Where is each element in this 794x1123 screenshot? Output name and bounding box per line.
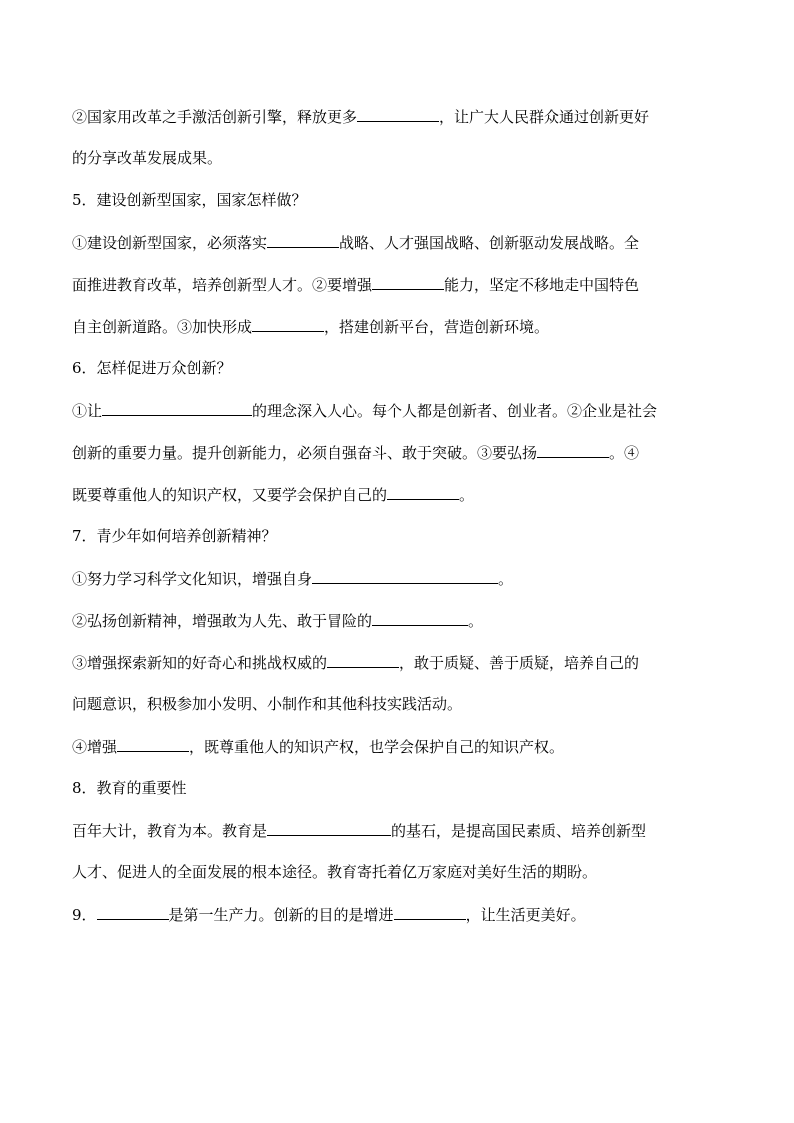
text-segment: ，搭建创新平台，营造创新环境。: [324, 318, 550, 336]
text-segment: ，敢于质疑、善于质疑，培养自己的: [399, 654, 640, 672]
text-segment: ③增强探索新知的好奇心和挑战权威的: [72, 654, 328, 672]
fill-in-blank[interactable]: [117, 736, 189, 752]
fill-in-blank[interactable]: [394, 904, 466, 920]
text-line: [72, 400, 657, 421]
text-segment: 。④: [609, 444, 640, 462]
text-segment: 5．建设创新型国家，国家怎样做？: [72, 191, 307, 209]
fill-in-blank[interactable]: [372, 610, 468, 626]
fill-in-blank[interactable]: [387, 484, 459, 500]
text-segment: 创新的重要力量。提升创新能力，必须自强奋斗、敢于突破。③要弘扬: [72, 444, 538, 462]
text-segment: ②国家用改革之手激活创新引擎，释放更多: [72, 108, 358, 126]
text-segment: 能力，坚定不移地走中国特色: [444, 276, 640, 294]
text-segment: 问题意识，积极参加小发明、小制作和其他科技实践活动。: [72, 695, 463, 713]
fill-in-blank[interactable]: [357, 106, 439, 122]
text-line: [72, 232, 639, 253]
text-line: [72, 316, 549, 337]
text-segment: 的理念深入人心。每个人都是创新者、创业者。②企业是社会: [252, 402, 658, 420]
question-heading: [72, 778, 187, 798]
text-segment: ①努力学习科学文化知识，增强自身: [72, 570, 313, 588]
fill-in-blank[interactable]: [327, 652, 399, 668]
text-segment: 。: [468, 612, 484, 630]
text-line: [72, 106, 649, 127]
fill-in-blank[interactable]: [312, 568, 498, 584]
text-segment: 百年大计，教育为本。教育是: [72, 822, 268, 840]
question-heading: [72, 358, 232, 378]
fill-in-blank[interactable]: [102, 400, 252, 416]
question-heading: [72, 526, 277, 546]
text-line: [72, 484, 474, 505]
text-line: [72, 610, 483, 631]
text-segment: 。: [498, 570, 514, 588]
text-segment: ①让: [72, 402, 103, 420]
text-line: [72, 442, 639, 463]
text-line: [72, 568, 513, 589]
text-segment: 6．怎样促进万众创新？: [72, 359, 232, 377]
text-line: [72, 694, 462, 714]
text-segment: 战略、人才强国战略、创新驱动发展战略。全: [339, 234, 640, 252]
text-line: [72, 862, 597, 882]
text-segment: 面推进教育改革，培养创新型人才。②要增强: [72, 276, 373, 294]
text-segment: 的分享改革发展成果。: [72, 149, 223, 167]
text-segment: ，既尊重他人的知识产权，也学会保护自己的知识产权。: [189, 738, 565, 756]
text-segment: ，让生活更美好。: [465, 906, 586, 924]
question-heading: [72, 190, 307, 210]
text-segment: 是第一生产力。创新的目的是增进: [168, 906, 394, 924]
text-segment: 自主创新道路。③加快形成: [72, 318, 253, 336]
fill-in-blank[interactable]: [267, 820, 391, 836]
text-line: [72, 652, 639, 673]
text-segment: 8．教育的重要性: [72, 779, 187, 797]
text-segment: ②弘扬创新精神，增强敢为人先、敢于冒险的: [72, 612, 373, 630]
text-segment: ，让广大人民群众通过创新更好: [439, 108, 650, 126]
question-heading: [72, 904, 586, 925]
text-segment: 人才、促进人的全面发展的根本途径。教育寄托着亿万家庭对美好生活的期盼。: [72, 863, 598, 881]
fill-in-blank[interactable]: [372, 274, 444, 290]
fill-in-blank[interactable]: [252, 316, 324, 332]
text-line: [72, 820, 646, 841]
text-segment: 既要尊重他人的知识产权，又要学会保护自己的: [72, 486, 388, 504]
fill-in-blank[interactable]: [267, 232, 339, 248]
text-segment: ①建设创新型国家，必须落实: [72, 234, 268, 252]
text-line: [72, 274, 639, 295]
text-segment: 。: [459, 486, 475, 504]
fill-in-blank[interactable]: [97, 904, 169, 920]
text-line: [72, 736, 564, 757]
fill-in-blank[interactable]: [537, 442, 609, 458]
text-segment: 9．: [72, 906, 97, 924]
text-segment: 的基石，是提高国民素质、培养创新型: [391, 822, 647, 840]
text-segment: ④增强: [72, 738, 118, 756]
text-segment: 7．青少年如何培养创新精神？: [72, 527, 277, 545]
text-line: [72, 148, 222, 168]
